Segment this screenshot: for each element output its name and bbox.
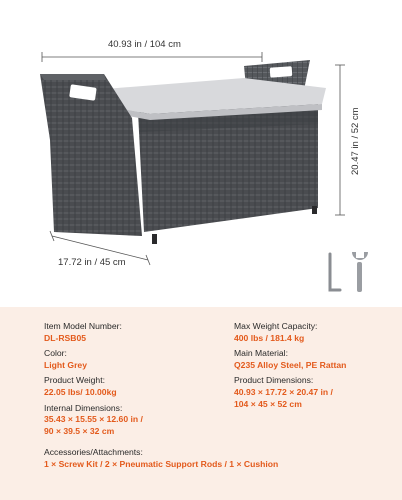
- product-weight-label: Product Weight:: [44, 375, 105, 386]
- accessories-value: 1 × Screw Kit / 2 × Pneumatic Support Rods / 1 × Cushion: [44, 458, 279, 469]
- specs-right-column: [234, 321, 394, 414]
- internal-dimensions-label: Internal Dimensions:: [44, 402, 123, 413]
- hex-key-icon: [330, 254, 340, 290]
- model-number-label: Item Model Number:: [44, 321, 122, 331]
- main-material-label: Main Material:: [234, 348, 288, 359]
- specifications-panel: [0, 307, 402, 500]
- main-material-value: Q235 Alloy Steel, PE Rattan: [234, 359, 347, 370]
- height-dimension-label: 20.47 in / 52 cm: [350, 107, 361, 175]
- depth-dimension-label: 17.72 in / 45 cm: [58, 257, 126, 268]
- product-dimensions-value-line2: 104 × 45 × 52 cm: [234, 398, 302, 409]
- product-dimensions-value-line1: 40.93 × 17.72 × 20.47 in /: [234, 386, 333, 397]
- color-label: Color:: [44, 348, 67, 359]
- internal-dimensions-value-line2: 90 × 39.5 × 32 cm: [44, 425, 115, 436]
- max-capacity-value: 400 lbs / 181.4 kg: [234, 332, 305, 343]
- wrench-icon: [352, 252, 368, 292]
- height-dimension-line: [335, 65, 345, 215]
- accessories-label: Accessories/Attachments:: [44, 447, 143, 457]
- product-dimensions-label: Product Dimensions:: [234, 375, 314, 386]
- model-number-value: DL-RSB05: [44, 332, 87, 343]
- internal-dimensions-value-line1: 35.43 × 15.55 × 12.60 in /: [44, 414, 143, 425]
- bench-body: [40, 60, 326, 244]
- color-value: Light Grey: [44, 359, 87, 370]
- accessories-block: [44, 447, 384, 474]
- width-dimension-line: [42, 52, 262, 62]
- max-capacity-label: Max Weight Capacity:: [234, 321, 318, 331]
- product-weight-value: 22.05 lbs/ 10.00kg: [44, 386, 117, 397]
- width-dimension-label: 40.93 in / 104 cm: [108, 39, 181, 50]
- specs-left-column: [44, 321, 224, 441]
